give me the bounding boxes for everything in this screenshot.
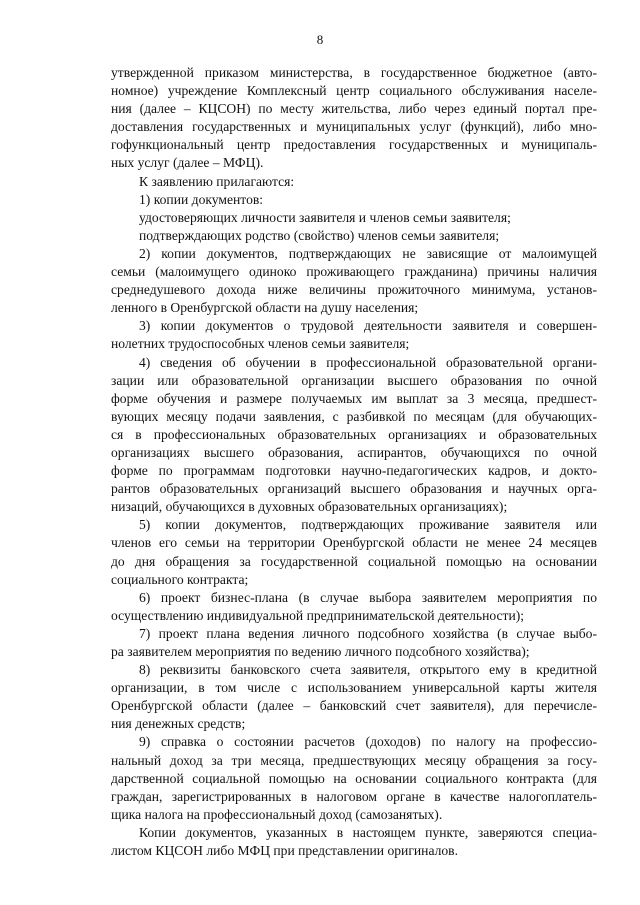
text-line: вующих месяцу подачи заявления, с разбивкой по месяцам (для обучающих- — [111, 408, 597, 424]
paragraph — [111, 173, 597, 191]
text-line: 3) копии документов о трудовой деятельности заявителя и совершен- — [139, 318, 597, 334]
text-line: подтверждающих родство (свойство) членов семьи заявителя; — [139, 227, 500, 243]
paragraph — [111, 516, 597, 588]
paragraph — [111, 227, 597, 245]
text-line: 6) проект бизнес-плана (в случае выбора заявителем мероприятия по — [139, 589, 597, 605]
text-line: ся в профессиональных образовательных организациях и образовательных — [111, 426, 597, 442]
text-line: зации или образовательной организации высшего образования по очной — [111, 372, 597, 388]
text-line: ленного в Оренбургской области на душу населения; — [111, 300, 419, 316]
text-line: нальный доход за три месяца, предшествующих месяцу обращения за госу- — [111, 752, 597, 768]
text-line: 5) копии документов, подтверждающих проживание заявителя или — [139, 517, 597, 533]
text-line: ния (далее – КЦСОН) по месту жительства, либо через единый портал пре- — [111, 101, 597, 117]
paragraph — [111, 209, 597, 227]
paragraph — [111, 625, 597, 661]
text-line: семьи (малоимущего одиноко проживающего гражданина) причины наличия — [111, 264, 597, 280]
paragraph — [111, 733, 597, 823]
paragraph — [111, 824, 597, 860]
text-line: 4) сведения об обучении в профессиональной образовательной органи- — [139, 354, 597, 370]
text-line: Копии документов, указанных в настоящем пункте, заверяются специа- — [139, 824, 597, 840]
text-line: 9) справка о состоянии расчетов (доходов) по налогу на профессио- — [139, 734, 597, 750]
text-line: организациях высшего образования, аспирантов, обучающихся по очной — [111, 444, 597, 460]
paragraph — [111, 64, 597, 173]
text-line: К заявлению прилагаются: — [139, 173, 295, 189]
paragraph — [111, 191, 597, 209]
text-line: граждан, зарегистрированных в налоговом органе в качестве налогоплатель- — [111, 788, 597, 804]
text-line: форме обучения и размере получаемых им выплат за 3 месяца, предшест- — [111, 390, 597, 406]
paragraph — [111, 245, 597, 317]
text-line: дарственной социальной помощью на основании социального контракта (для — [111, 770, 597, 786]
text-line: членов его семьи на территории Оренбургской области не менее 24 месяцев — [111, 535, 597, 551]
text-line: социального контракта; — [111, 571, 249, 587]
text-line: удостоверяющих личности заявителя и членов семьи заявителя; — [139, 209, 511, 225]
text-line: низаций, обучающихся в духовных образовательных организациях); — [111, 499, 508, 515]
text-line: листом КЦСОН либо МФЦ при представлении оригиналов. — [111, 843, 458, 859]
text-line: 7) проект плана ведения личного подсобного хозяйства (в случае выбо- — [139, 625, 597, 641]
text-line: гофункциональный центр предоставления государственных и муниципаль- — [111, 137, 597, 153]
page-number: 8 — [316, 32, 324, 47]
paragraph — [111, 661, 597, 733]
paragraph — [111, 589, 597, 625]
text-line: форме по программам подготовки научно-педагогических кадров, и докто- — [111, 463, 597, 479]
text-line: осуществлению индивидуальной предпринимательской деятельности); — [111, 607, 525, 623]
text-line: доставления государственных и муниципальных услуг (функций), либо мно- — [111, 119, 597, 135]
document-body — [111, 64, 597, 860]
text-line: ния денежных средств; — [111, 716, 246, 732]
text-line: утвержденной приказом министерства, в государственное бюджетное (авто- — [111, 65, 597, 80]
text-line: ных услуг (далее – МФЦ). — [111, 155, 264, 171]
text-line: до дня обращения за государственной социальной помощью на основании — [111, 553, 597, 569]
text-line: Оренбургской области (далее – банковский счет заявителя), для перечисле- — [111, 698, 597, 714]
text-line: среднедушевого дохода ниже величины прожиточного минимума, установ- — [111, 282, 597, 298]
text-line: организации, в том числе с использованием универсальной карты жителя — [111, 680, 597, 696]
text-line: нолетних трудоспособных членов семьи заявителя; — [111, 336, 410, 352]
paragraph — [111, 354, 597, 517]
text-line: 8) реквизиты банковского счета заявителя, открытого ему в кредитной — [139, 662, 597, 678]
text-line: ра заявителем мероприятия по ведению личного подсобного хозяйства); — [111, 644, 530, 659]
text-line: рантов образовательных организаций высшего образования и научных орга- — [111, 481, 597, 497]
text-line: щика налога на профессиональный доход (самозанятых). — [111, 806, 443, 822]
text-line: номное) учреждение Комплексный центр социального обслуживания населе- — [111, 83, 597, 99]
text-line: 1) копии документов: — [139, 191, 264, 207]
paragraph — [111, 317, 597, 353]
text-line: 2) копии документов, подтверждающих не зависящие от малоимущей — [139, 245, 597, 261]
